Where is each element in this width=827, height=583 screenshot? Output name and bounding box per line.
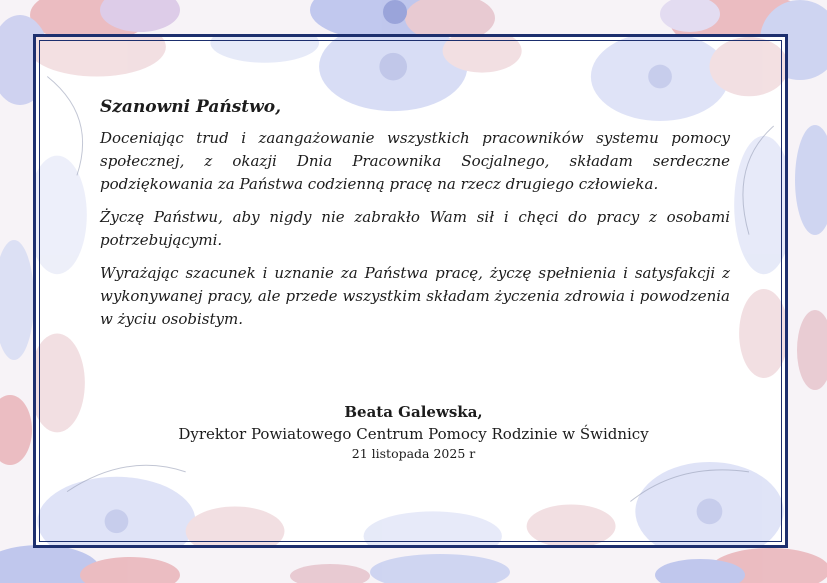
flower-left-middle bbox=[0, 240, 34, 465]
letter-paragraph-1: Doceniając trud i zaangażowanie wszystkich pracowników systemu pomocy społecznej, z okazji Dnia Pracownika Socjalnego, składam serdeczne podziękowania za Państwa codzienną pracę na rzecz drugiego człowieka. bbox=[100, 129, 730, 193]
signature-name: Beata Galewska, bbox=[344, 403, 483, 421]
letter-signature bbox=[36, 401, 788, 463]
flower-right-middle bbox=[795, 125, 827, 390]
signature-date: 21 listopada 2025 r bbox=[351, 446, 476, 461]
signature-title: Dyrektor Powiatowego Centrum Pomocy Rodzinie w Świdnicy bbox=[178, 425, 649, 443]
letter-paragraph-3: Wyrażając szacunek i uznanie za Państwa pracę, życzę spełnienia i satysfakcji z wykonywanej pracy, ale przede wszystkim składam życzenia zdrowia i powodzenia w życiu osobistym. bbox=[100, 264, 730, 328]
flower-bottom-center bbox=[290, 554, 510, 583]
flower-bottom-right bbox=[655, 548, 827, 583]
letter-greeting: Szanowni Państwo, bbox=[100, 97, 282, 117]
letter-body bbox=[100, 97, 730, 341]
letter-paragraph-2: Życzę Państwu, aby nigdy nie zabrakło Wam sił i chęci do pracy z osobami potrzebującymi. bbox=[100, 208, 730, 249]
letter-frame bbox=[33, 34, 788, 548]
flower-bottom-left bbox=[0, 545, 180, 583]
